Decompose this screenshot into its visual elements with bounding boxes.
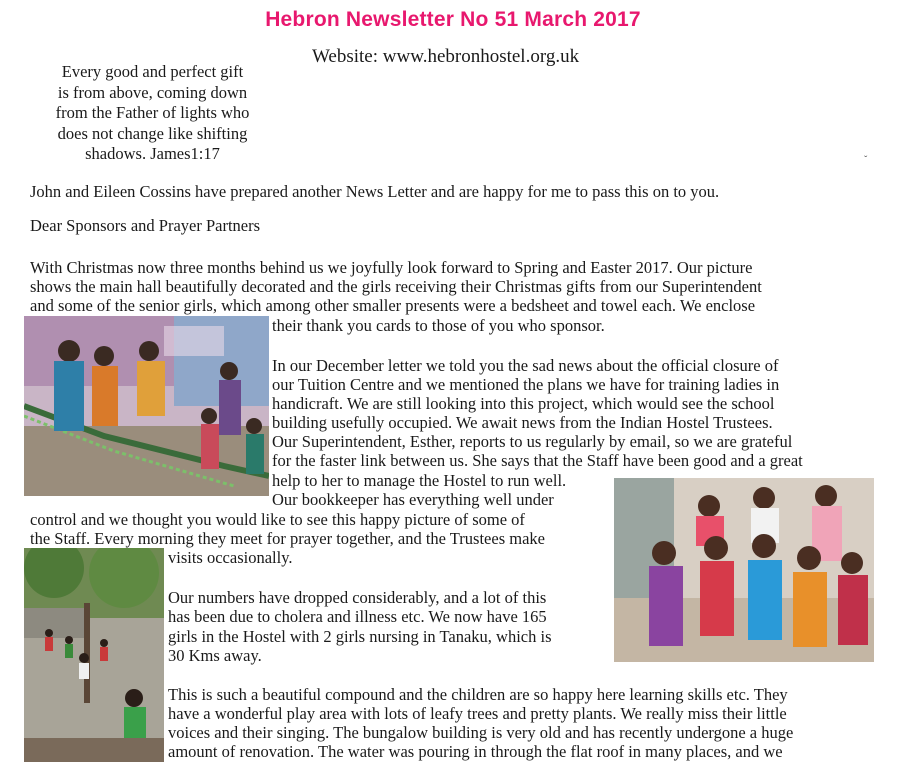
para3-line: 30 Kms away. [168,646,262,665]
verse-line: Every good and perfect gift [61,62,244,81]
para1-line: and some of the senior girls, which among other smaller presents were a bedsheet and towel each. We enclose [30,296,756,315]
para4-line: This is such a beautiful compound and the children are so happy here learning skills etc. They [168,685,788,704]
bible-verse [30,62,275,165]
para2-line: our Tuition Centre and we mentioned the plans we have for training ladies in [272,375,780,394]
verse-line: shadows. James1:17 [85,144,220,163]
para2-line: help to her to manage the Hostel to run well. [272,471,567,490]
para4-line: voices and their singing. The bungalow building is very old and has recently undergone a huge [168,723,794,742]
para2-line: for the faster link between us. She says that the Staff have been good and a great [272,451,803,470]
verse-line: is from above, coming down [57,82,248,102]
stray-mark: ˇ [864,155,868,166]
verse-line: from the Father of lights who [55,103,250,122]
website-line: Website: www.hebronhostel.org.uk [312,46,580,67]
para2-line: Our Superintendent, Esther, reports to us regularly by email, so we are grateful [272,432,793,451]
christmas-hall-photo [24,316,269,496]
staff-photo [614,478,874,662]
para3-line: has been due to cholera and illness etc. We now have 165 [168,607,547,626]
para4-line: amount of renovation. The water was pouring in through the flat roof in many places, and we [168,742,783,761]
para1-line: shows the main hall beautifully decorated and the girls receiving their Christmas gifts from our Superintendent [30,277,762,296]
para4-line: have a wonderful play area with lots of leafy trees and pretty plants. We really miss their little [168,704,787,723]
para2-line: control and we thought you would like to see this happy picture of some of [30,510,525,529]
para3-line: girls in the Hostel with 2 girls nursing in Tanaku, which is [168,627,552,646]
para2-line: the Staff. Every morning they meet for prayer together, and the Trustees make [30,529,545,548]
para2-line: Our bookkeeper has everything well under [272,490,554,509]
para2-line: building usefully occupied. We await news from the Indian Hostel Trustees. [272,413,773,432]
para2-line: In our December letter we told you the sad news about the official closure of [272,356,779,375]
intro-paragraph: John and Eileen Cossins have prepared another News Letter and are happy for me to pass this on to you. [30,182,720,201]
verse-line: does not change like shifting [57,123,248,143]
play-area-photo [24,548,164,762]
newsletter-title: Hebron Newsletter No 51 March 2017 [265,8,641,31]
para2-line: visits occasionally. [168,548,293,567]
para1-line: With Christmas now three months behind us we joyfully look forward to Spring and Easter 2017. Our picture [30,258,753,277]
para3-line: Our numbers have dropped considerably, and a lot of this [168,588,547,607]
salutation: Dear Sponsors and Prayer Partners [30,216,261,235]
para2-line: handicraft. We are still looking into this project, which would see the school [272,394,775,413]
para1-line: their thank you cards to those of you who sponsor. [272,316,605,335]
